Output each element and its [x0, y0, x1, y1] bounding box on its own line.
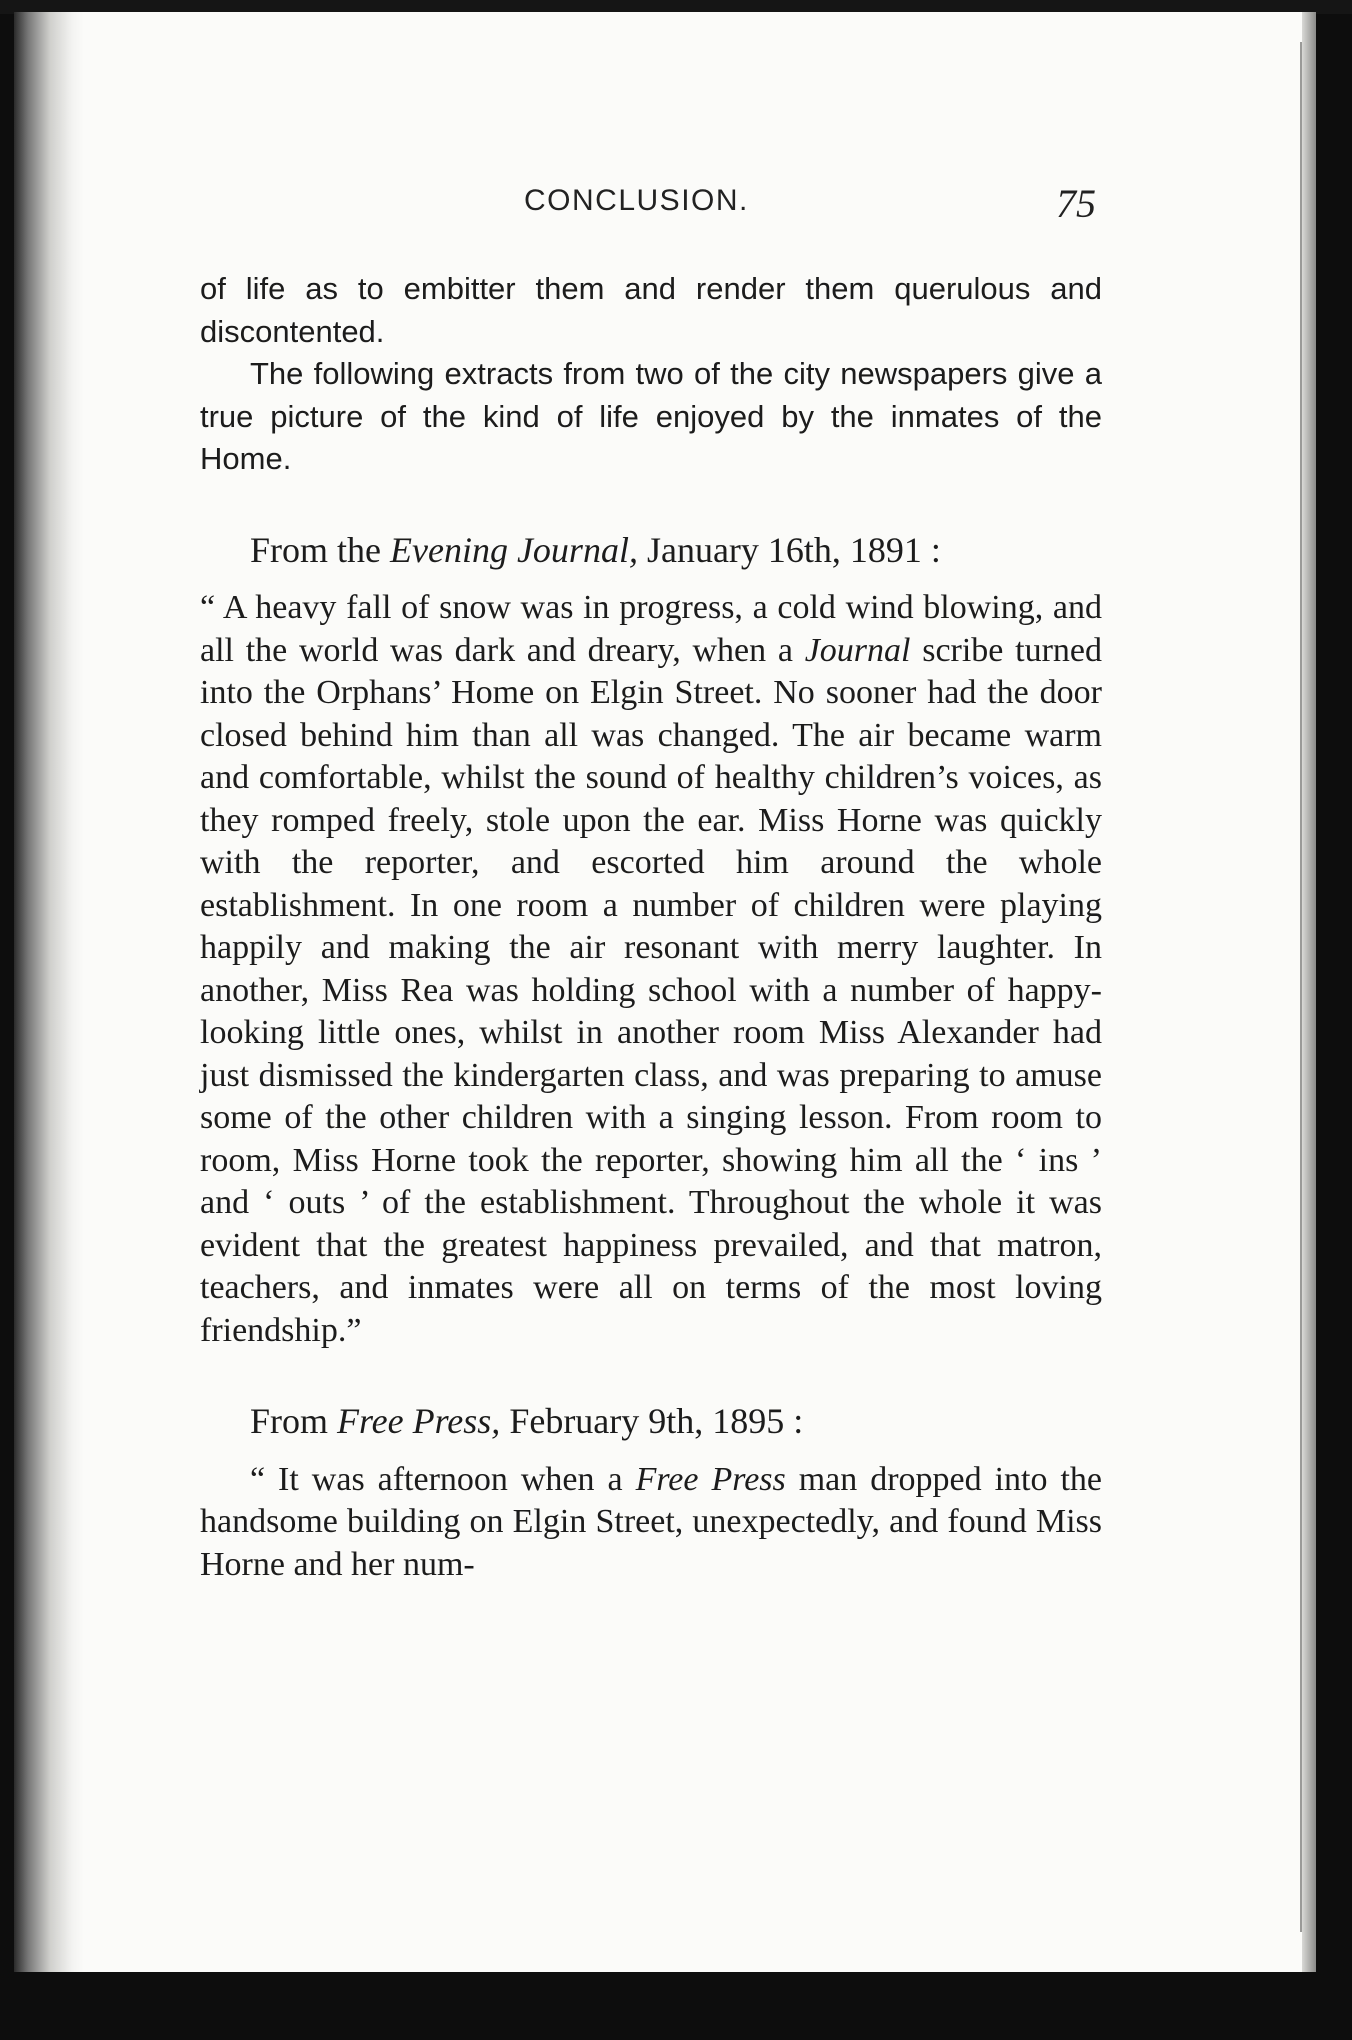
book-page — [14, 12, 1316, 1972]
binding-gutter — [14, 12, 84, 1972]
quote-text: scribe turned into the Orphans’ Home on Elgin Street. No sooner had the door closed behind him than all was changed. The air became warm and comfortable, whilst the sound of healthy children’s voices, as they romped freely, stole upon the ear. Miss Horne was quickly with the reporter, and escorted him around the whole establishment. In one room a number of children were playing happily and making the air resonant with merry laughter. In another, Miss Rea was holding school with a number of happy-looking little ones, whilst in another room Miss Alexander had just dismissed the kindergarten class, and was preparing to amuse some of the other children with a singing lesson. From room to room, Miss Horne took the reporter, showing him all the ‘ ins ’ and ‘ outs ’ of the establishment. Throughout the whole it was evident that the greatest happiness prevailed, and that matron, teachers, and inmates were all on terms of the most loving friendship.” — [200, 631, 1102, 1349]
paragraph-intro: The following extracts from two of the city newspapers give a true picture of the kind of life enjoyed by the inmates of the Home. — [200, 356, 1102, 476]
quote-evening-journal — [200, 587, 1102, 1352]
publication-name: Evening Journal, — [390, 529, 638, 570]
page-edge — [1302, 12, 1316, 1972]
source-line-evening-journal — [200, 529, 1102, 572]
source-date: February 9th, 1895 : — [500, 1401, 804, 1441]
running-title: CONCLUSION. — [524, 184, 749, 217]
paragraph-continuation: of life as to embitter them and render them querulous and discontented. — [200, 271, 1102, 349]
page-number: 75 — [1056, 181, 1096, 226]
quote-italic: Free Press — [635, 1460, 786, 1498]
quote-free-press — [200, 1459, 1102, 1587]
quote-text: “ It was afternoon when a — [250, 1460, 636, 1498]
source-line-free-press — [200, 1400, 1102, 1443]
quote-text: man dropped into the handsome building on Elgin Street, unexpectedly, and found Miss Horne and her num- — [200, 1460, 1102, 1583]
source-date: January 16th, 1891 : — [637, 529, 941, 570]
source-prefix: From the — [250, 529, 390, 570]
body-text — [200, 268, 1102, 1586]
running-head — [14, 180, 1316, 240]
publication-name: Free Press, — [337, 1401, 501, 1441]
quote-italic: Journal — [804, 631, 911, 669]
source-prefix: From — [250, 1401, 338, 1441]
quote-text: “ A heavy fall of snow was in progress, a cold wind blowing, and all the world was dark and dreary, when a — [200, 589, 1102, 669]
